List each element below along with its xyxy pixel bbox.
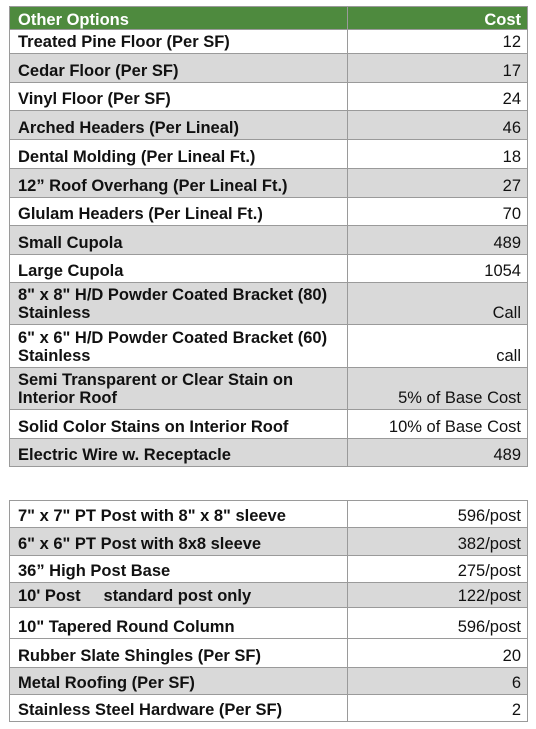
table-row [10,255,528,283]
table-row [10,283,528,325]
row-cost: 275/post [348,556,528,583]
row-name: Arched Headers (Per Lineal) [10,111,348,140]
row-cost: 24 [348,83,528,111]
header-row [10,7,528,30]
header-cost: Cost [348,7,528,30]
table-row [10,439,528,467]
row-name: 10' Post standard post only [10,583,348,608]
posts-table [9,500,528,722]
row-cost: 46 [348,111,528,140]
row-cost: 10% of Base Cost [348,410,528,439]
row-name: Solid Color Stains on Interior Roof [10,410,348,439]
row-cost: 18 [348,140,528,169]
row-cost: 489 [348,226,528,255]
table-row [10,198,528,226]
table-row [10,111,528,140]
row-name: 6" x 6" H/D Powder Coated Bracket (60) Stainless [10,325,348,368]
row-cost: 489 [348,439,528,467]
table-row [10,83,528,111]
row-cost: 20 [348,639,528,668]
table-row [10,695,528,722]
table-row [10,169,528,198]
table-row [10,325,528,368]
row-name: 10" Tapered Round Column [10,608,348,639]
table-row [10,140,528,169]
row-name: Metal Roofing (Per SF) [10,668,348,695]
table-row [10,608,528,639]
row-cost: Call [348,283,528,325]
table-row [10,501,528,528]
table-row [10,410,528,439]
row-name: Vinyl Floor (Per SF) [10,83,348,111]
row-cost: 5% of Base Cost [348,368,528,410]
row-cost: 596/post [348,501,528,528]
table-row [10,556,528,583]
row-cost: call [348,325,528,368]
table-row [10,639,528,668]
row-cost: 382/post [348,528,528,556]
row-cost: 2 [348,695,528,722]
row-name: Treated Pine Floor (Per SF) [10,30,348,54]
row-cost: 1054 [348,255,528,283]
row-name: Stainless Steel Hardware (Per SF) [10,695,348,722]
row-name: Dental Molding (Per Lineal Ft.) [10,140,348,169]
row-name: 12” Roof Overhang (Per Lineal Ft.) [10,169,348,198]
table-row [10,583,528,608]
row-name: Small Cupola [10,226,348,255]
table-row [10,30,528,54]
row-cost: 122/post [348,583,528,608]
row-name: 7" x 7" PT Post with 8" x 8" sleeve [10,501,348,528]
row-cost: 17 [348,54,528,83]
table-row [10,226,528,255]
table-row [10,528,528,556]
table-row [10,54,528,83]
row-cost: 27 [348,169,528,198]
row-cost: 12 [348,30,528,54]
row-cost: 6 [348,668,528,695]
row-name: Cedar Floor (Per SF) [10,54,348,83]
row-name: Electric Wire w. Receptacle [10,439,348,467]
row-name: Glulam Headers (Per Lineal Ft.) [10,198,348,226]
row-name: 36” High Post Base [10,556,348,583]
row-cost: 70 [348,198,528,226]
header-title: Other Options [10,7,348,30]
row-cost: 596/post [348,608,528,639]
table-row [10,368,528,410]
row-name: 8" x 8" H/D Powder Coated Bracket (80) Stainless [10,283,348,325]
row-name: Semi Transparent or Clear Stain on Interior Roof [10,368,348,410]
row-name: 6" x 6" PT Post with 8x8 sleeve [10,528,348,556]
options-table [9,6,528,467]
row-name: Rubber Slate Shingles (Per SF) [10,639,348,668]
row-name: Large Cupola [10,255,348,283]
table-row [10,668,528,695]
